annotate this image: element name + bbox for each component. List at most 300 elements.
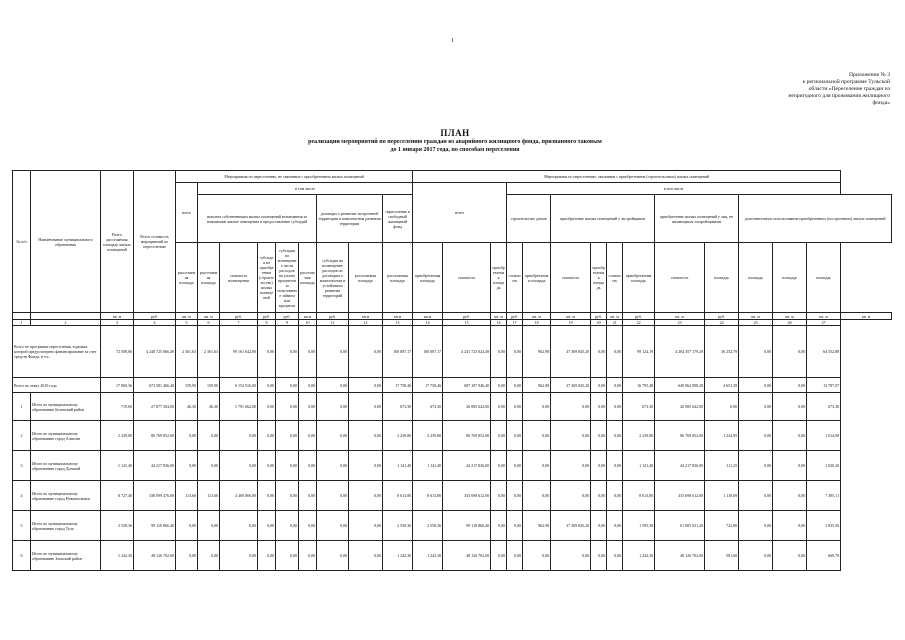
row-value: 962,98 [523,326,551,378]
row-value: 0,00 [299,326,317,378]
row-value: 111,25 [705,451,739,481]
colnum-cell: 7 [220,320,258,326]
row-value: 72 508,06 [101,326,134,378]
row-value: 0,00 [739,481,773,511]
row-value: 0,00 [551,421,591,451]
table-row [13,326,892,378]
header-total-cost: Всего стоимость мероприятий по переселению [134,171,176,313]
row-value: 1 595,38 [623,511,655,541]
row-value: 0,00 [773,481,807,511]
header-col: расселяемая площадь [176,243,198,313]
colnum-cell: 20 [591,320,607,326]
row-value: 0,00 [258,393,276,421]
row-value: 37 369 845,20 [551,511,591,541]
colnum-cell: 18 [523,320,551,326]
row-value: 0,00 [607,511,623,541]
row-value: 0,00 [591,421,607,451]
row-value: 0,00 [258,481,276,511]
appendix-line: фонда» [872,100,890,106]
row-value: 687 187 946,40 [443,378,491,393]
row-value: 0,00 [349,393,383,421]
unit-cell: кв. м [739,313,773,320]
header-municipality: Наименование муниципального образования [31,171,101,313]
header-incl: в том числе [198,183,413,195]
row-value: 0,00 [198,541,220,571]
colnum-cell: 10 [299,320,317,326]
unit-cell: кв. м [607,313,623,320]
row-value: 0,00 [258,541,276,571]
appendix-line: к региональной программе Тульской [802,79,890,85]
title-main: ПЛАН [440,128,470,138]
row-value: 46,30 [176,393,198,421]
row-value: 0,00 [198,511,220,541]
unit-cell: кв. м [841,313,892,320]
row-value: 0,00 [349,378,383,393]
row-num: 3 [13,451,31,481]
row-name: Всего по этапу 2019 года [13,378,101,393]
row-value: 0,00 [591,451,607,481]
header-owners-payment: выплата собственникам жилых помещений возмещения за изымаемые жилые помещения и предоставление субсидий [198,195,317,243]
colnum-cell: 5 [176,320,198,326]
row-value: 99 110 866,40 [443,511,491,541]
colnum-cell: 11 [317,320,349,326]
row-value: 4 241 723 024,49 [443,326,491,378]
row-value: 0,00 [258,511,276,541]
row-value: 0,00 [607,481,623,511]
row-value: 7 495,11 [807,481,841,511]
row-value: 0,00 [591,511,607,541]
unit-cell: кв. м [523,313,551,320]
row-value: 0,00 [258,326,276,378]
header-construction-houses: строительство домов [507,195,551,243]
row-value: 100 087,17 [383,326,413,378]
row-value: 0,00 [299,378,317,393]
colnum-cell: 22 [623,320,655,326]
header-col: стоимость [551,243,591,313]
row-value: 159,90 [176,378,198,393]
header-col: расселяемая площадь [383,243,413,313]
row-value: 0,00 [739,541,773,571]
row-value: 0,00 [220,541,258,571]
header-col: субсидия на возмещение части расходов на уплату процентов за пользование займом или кредитом [276,243,299,313]
header-col: площадь [739,243,773,313]
header-free-fund: переселение в свободный жилищный фонд [383,195,413,243]
row-value: 962,98 [523,511,551,541]
row-value: 17 758,46 [383,378,413,393]
row-value: 4 651,39 [705,378,739,393]
row-num: 2 [13,421,31,451]
colnum-cell: 25 [739,320,773,326]
row-value: 0,00 [349,421,383,451]
row-value: 0,00 [507,326,523,378]
row-value: 1 224,95 [705,421,739,451]
row-value: 0,00 [258,451,276,481]
row-value: 48 126 702,00 [655,541,705,571]
row-value: 17 758,46 [413,378,443,393]
row-value: 27 877 304,00 [134,393,176,421]
appendix-note [740,72,890,107]
colnum-cell: 21 [607,320,623,326]
row-value: 0,00 [591,378,607,393]
row-value: 0,00 [276,421,299,451]
row-value: 0,00 [507,451,523,481]
row-name: Итого по муниципальному образованию город Алексин [31,421,101,451]
row-value: 86 769 852,00 [655,421,705,451]
row-value: 0,00 [507,393,523,421]
header-group-construction: Мероприятия по переселению, связанные с приобретением (строительством) жилых помещений [413,171,841,183]
title-sub: реализации мероприятий по переселению граждан из аварийного жилищного фонда, признанного таковым [308,139,602,145]
row-value: 0,00 [491,326,507,378]
unit-cell: руб. [623,313,655,320]
colnum-cell: 1 [13,320,31,326]
row-value: 2 558,36 [101,511,134,541]
row-value: 8 613,80 [413,481,443,511]
unit-cell: кв. м [655,313,705,320]
row-value: 673,30 [623,393,655,421]
row-value: 99 124,19 [623,326,655,378]
row-value: 0,00 [276,481,299,511]
row-num: 1 [13,393,31,421]
row-value: 333 698 612,00 [655,481,705,511]
row-value: 1 141,40 [383,451,413,481]
colnum-cell: 13 [383,320,413,326]
row-value: 4 400 866,00 [220,481,258,511]
unit-cell: кв.м [413,313,443,320]
row-value: 0,00 [551,451,591,481]
row-value: 44 217 836,00 [134,451,176,481]
table-row [13,421,892,451]
row-value: 99 161 642,00 [220,326,258,378]
row-value: 673,30 [807,393,841,421]
row-value: 0,00 [276,451,299,481]
row-value: 64 552,88 [807,326,841,378]
colnum-cell: 2 [31,320,101,326]
row-value: 0,00 [507,378,523,393]
row-value: 26 085 642,00 [655,393,705,421]
row-value: 0,00 [317,421,349,451]
row-value: 0,00 [607,378,623,393]
row-value: 86 769 852,00 [134,421,176,451]
row-value: 0,00 [739,326,773,378]
row-value: 0,00 [507,481,523,511]
unit-cell: кв. м [198,313,220,320]
row-value: 0,00 [739,378,773,393]
row-value: 0,00 [299,511,317,541]
row-value: 0,00 [773,393,807,421]
header-col: стоимость возмещения [220,243,258,313]
row-name: Итого по муниципальному образованию Заокский район [31,541,101,571]
row-value: 17 860,36 [101,378,134,393]
row-value: 0,00 [317,378,349,393]
row-value: 719,60 [101,393,134,421]
row-value: 0,00 [773,421,807,451]
header-col: приобретаемая площадь [591,243,607,313]
row-value: 44 217 836,00 [655,451,705,481]
unit-cell [31,313,101,320]
row-value: 0,00 [491,511,507,541]
header-total: всего [176,183,198,243]
row-value: 0,00 [551,481,591,511]
row-value: 0,00 [507,421,523,451]
row-value: 37 369 845,20 [551,378,591,393]
row-value: 0,00 [773,511,807,541]
row-value: 1 242,30 [101,541,134,571]
row-value: 0,00 [773,451,807,481]
row-value: 0,00 [507,541,523,571]
header-col: расселяемая площадь [299,243,317,313]
row-name: Итого по муниципальному образованию город Донской [31,451,101,481]
row-value: 1 014,90 [807,421,841,451]
row-value: 0,00 [739,511,773,541]
row-value: 1 835,56 [807,511,841,541]
header-col: стоимость [655,243,705,313]
header-total: всего [413,183,507,243]
header-col: расселяемая площадь [349,243,383,313]
row-value: 722,80 [705,511,739,541]
header-purchase-from-others: приобретение жилых помещений у лиц, не являющихся застройщиками [655,195,739,243]
row-num: 5 [13,511,31,541]
table-row [13,481,892,511]
row-value: 0,00 [591,393,607,421]
row-value: 6 154 516,00 [220,378,258,393]
row-value: 46,30 [198,393,220,421]
row-value: 1 141,40 [413,451,443,481]
colnum-cell: 14 [413,320,443,326]
row-value: 581,60 [705,541,739,571]
row-name: Итого по муниципальному образованию город Тула [31,511,101,541]
title-sub: до 1 января 2017 года, по способам переселения [390,147,520,153]
colnum-cell: 27 [807,320,841,326]
row-value: 100 087,17 [413,326,443,378]
header-incl: в том числе [507,183,841,195]
row-value: 113,60 [176,481,198,511]
row-value: 0,00 [607,326,623,378]
row-name: Итого по муниципальному образованию город Новомосковск [31,481,101,511]
unit-cell: руб. [705,313,739,320]
row-value: 0,00 [591,481,607,511]
row-value: 2 239,80 [383,421,413,451]
row-value: 0,00 [491,378,507,393]
header-additional-usage: дополнительное использование приобретенных (построенных) жилых помещений [739,195,892,243]
row-value: 0,00 [317,541,349,571]
row-value: 0,00 [276,326,299,378]
appendix-line: непригодного для проживания жилищного [788,93,890,99]
header-purchase-under-construction: приобретение жилых помещений у застройщиков [551,195,655,243]
header-dev-contracts: договоры о развитии застроенной территории и комплексном развитии территории [317,195,383,243]
row-value: 0,00 [349,481,383,511]
row-value: 0,00 [349,511,383,541]
row-value: 2 361,63 [176,326,198,378]
row-value: 0,00 [491,541,507,571]
row-value: 0,00 [607,451,623,481]
header-col: площадь [705,243,739,313]
row-value: 2 558,36 [413,511,443,541]
row-value: 0,00 [349,451,383,481]
row-value: 2 239,80 [623,421,655,451]
unit-cell: кв. м [551,313,591,320]
row-value: 0,00 [220,421,258,451]
table-row [13,393,892,421]
row-value: 26 085 642,00 [443,393,491,421]
row-value: 0,00 [299,421,317,451]
row-value: 0,00 [176,511,198,541]
row-value: 1 141,40 [623,451,655,481]
header-col: приобретаемая площадь [413,243,443,313]
header-col: расселяемая площадь [198,243,220,313]
row-value: 36 252,79 [705,326,739,378]
colnum-cell: 12 [349,320,383,326]
row-name: Всего по программе переселения, в рамках которой предусмотрено финансирование за счет средств Фонда, в т.ч.: [13,326,101,378]
header-col: приобретаемая площадь [523,243,551,313]
row-value: 0,00 [317,393,349,421]
row-value: 4 204 357 179,29 [655,326,705,378]
row-value: 1 141,40 [101,451,134,481]
row-value: 0,00 [739,451,773,481]
colnum-cell: 19 [551,320,591,326]
row-value: 0,00 [523,393,551,421]
row-value: 0,00 [491,393,507,421]
row-value: 0,00 [198,421,220,451]
colnum-cell: 16 [491,320,507,326]
row-value: 0,00 [773,378,807,393]
table-row [13,511,892,541]
row-value: 0,00 [551,541,591,571]
row-value: 113,60 [198,481,220,511]
row-value: 0,00 [491,421,507,451]
unit-cell: кв.м [349,313,383,320]
unit-cell: кв. м [807,313,841,320]
unit-cell: руб. [317,313,349,320]
row-value: 0,00 [349,326,383,378]
unit-cell: руб. [443,313,491,320]
row-value: 0,00 [299,541,317,571]
row-value: 0,00 [220,451,258,481]
row-value: 1 118,69 [705,481,739,511]
row-value: 673,30 [383,393,413,421]
row-value: 0,00 [176,421,198,451]
table-row [13,451,892,481]
row-value: 0,00 [773,326,807,378]
header-col: стоимость [443,243,491,313]
row-value: 962,98 [523,378,551,393]
unit-cell: руб. [591,313,607,320]
row-value: 333 698 612,00 [443,481,491,511]
unit-cell: руб. [134,313,176,320]
row-num: 6 [13,541,31,571]
header-group-resettlement: Мероприятия по переселению, не связанные с приобретением жилых помещений [176,171,413,183]
header-col: приобретаемая площадь [491,243,507,313]
unit-cell: кв. м [176,313,198,320]
header-col: субсидия на приобретение (строительство) жилых помещений [258,243,276,313]
row-value: 338 099 476,00 [134,481,176,511]
colnum-cell: 8 [258,320,276,326]
document-title [230,128,680,154]
row-value: 660,70 [807,541,841,571]
row-value: 4 240 725 066,49 [134,326,176,378]
row-value: 2 239,80 [413,421,443,451]
header-col: субсидия на возмещение расходов по договорам о комплексном и устойчивом развитии территорий [317,243,349,313]
row-value: 0,00 [773,541,807,571]
unit-cell: кв. м [101,313,134,320]
colnum-cell: 24 [705,320,739,326]
unit-cell: кв. м [773,313,807,320]
row-value: 48 126 702,00 [443,541,491,571]
appendix-line: Приложение № 3 [849,72,890,78]
unit-cell: кв.м [299,313,317,320]
colnum-cell: 6 [198,320,220,326]
header-col: стоимость [607,243,623,313]
plan-table [12,170,892,571]
header-num: № п/п [13,171,31,313]
row-value: 0,00 [258,421,276,451]
header-col: стоимость [507,243,523,313]
row-value: 0,00 [607,393,623,421]
row-name: Итого по муниципальному образованию Белевский район [31,393,101,421]
row-value: 0,00 [276,511,299,541]
row-value: 8 613,80 [623,481,655,511]
row-value: 0,00 [299,481,317,511]
row-value: 0,00 [523,481,551,511]
header-col: площадь [773,243,807,313]
row-value: 1 242,30 [623,541,655,571]
row-value: 0,00 [491,481,507,511]
table-row [13,541,892,571]
units-row [13,313,892,320]
row-value: 159,90 [198,378,220,393]
row-value: 1 242,30 [413,541,443,571]
row-value: 649 862 098,20 [655,378,705,393]
row-value: 0,00 [299,393,317,421]
row-value: 86 769 852,00 [443,421,491,451]
row-value: 16 795,48 [623,378,655,393]
row-value: 0,00 [523,451,551,481]
row-value: 2 361,63 [198,326,220,378]
row-value: 0,00 [607,541,623,571]
unit-cell: кв.м [383,313,413,320]
row-value: 61 805 021,20 [655,511,705,541]
row-value: 44 217 836,00 [443,451,491,481]
table-row [13,378,892,393]
row-value: 0,00 [491,451,507,481]
row-value: 0,00 [258,378,276,393]
row-value: 1 242,30 [383,541,413,571]
row-value: 0,00 [607,421,623,451]
row-value: 37 369 845,20 [551,326,591,378]
colnum-cell: 15 [443,320,491,326]
colnum-cell: 26 [773,320,807,326]
row-value: 0,00 [276,378,299,393]
row-value: 0,00 [349,541,383,571]
row-value: 0,00 [220,511,258,541]
row-value: 99 110 866,40 [134,511,176,541]
unit-cell: руб. [276,313,299,320]
unit-cell: руб. [507,313,523,320]
row-value: 0,00 [739,421,773,451]
row-value: 2 558,36 [383,511,413,541]
unit-cell: кв. м [491,313,507,320]
row-value: 0,00 [591,541,607,571]
row-value: 1 030,20 [807,451,841,481]
row-value: 0,00 [317,481,349,511]
unit-cell: руб. [220,313,258,320]
colnum-cell: 17 [507,320,523,326]
row-num: 4 [13,481,31,511]
colnum-cell: 23 [655,320,705,326]
row-value: 0,00 [523,421,551,451]
row-value: 0,00 [551,393,591,421]
row-value: 0,00 [176,451,198,481]
row-value: 0,00 [198,451,220,481]
